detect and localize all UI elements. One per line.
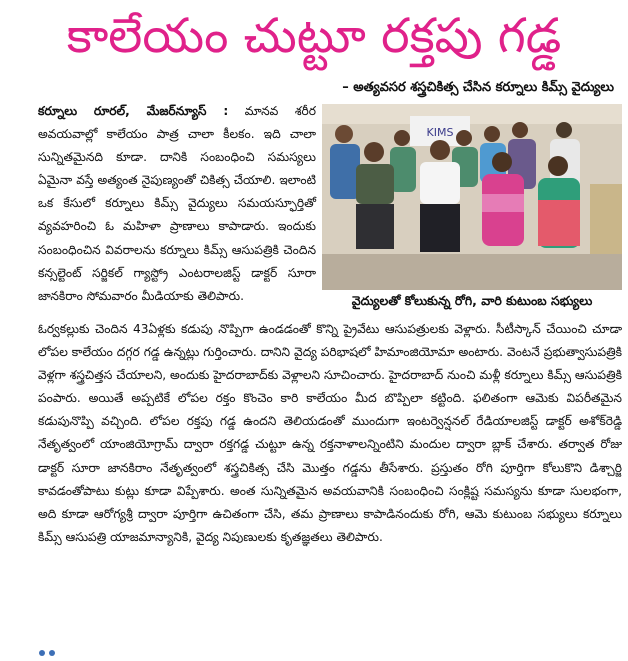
- group-photo: [322, 104, 622, 290]
- group-photo-illustration: [322, 104, 622, 290]
- kims-banner-text: KIMS: [426, 126, 454, 139]
- page-edge-marks: [38, 649, 68, 657]
- intro-text: మానవ శరీర అవయవాల్లో కాలేయం పాత్ర చాలా కీలకం. ఇది చాలా సున్నితమైనది కూడా. దానికి సంబంధించి సమస్యలు ఏమైనా వస్తే అత్యంత నైపుణ్యంతో చికిత్స చేయాలి. ఇలాంటి ఒక కేసులో కర్నూలు కిమ్స్ వైద్యులు సమయస్ఫూర్తితో వ్యవహరించి ఓ మహిళా ప్రాణాలు కాపాడారు. ఇందుకు సంబంధించిన వివరాలను కర్నూలు కిమ్స్ ఆసుపత్రికి చెందిన కన్సల్టెంట్ సర్జికల్ గ్యాస్ట్రో ఎంటరాలజిస్ట్ డాక్టర్ సూరా జానకిరాం సోమవారం మీడియాకు తెలిపారు.: [38, 104, 316, 303]
- article-body: [38, 318, 622, 549]
- body-text: ఓర్వకల్లుకు చెందిన 43ఏళ్లకు కడుపు నొప్పిగా ఉండడంతో కొన్ని ప్రైవేటు ఆసుపత్రులకు వెళ్లారు. సీటీస్కాన్ చేయించి చూడా లోపల కాలేయం దగ్గర గడ్డ ఉన్నట్లు గుర్తించారు. దానిని వైద్య పరిభాషలో హిమాంజియోమా అంటారు. వెంటనే ప్రభుత్వాసుపత్రికి వెళ్లగా శస్త్రచిత్తస చేయాలని, అందుకు హైదరాబాద్‌కు వెళ్లాలని సూచించారు. హైదరాబాద్ నుంచి మళ్లీ కర్నూలు కిమ్స్ ఆసుపత్రికి పంపారు. అయితే అప్పటికే లోపల రక్తం కొంచెం కారి కాలేయం మీద బొప్పిలా కట్టింది. ఫలితంగా ఆమెకు విపరీతమైన కడుపునొప్పి వచ్చింది. లోపల రక్తపు గడ్డ ఉందని తెలియడంతో ముందుగా ఇంటర్వెన్షనల్ రేడియాలజిస్ట్ డాక్టర్ అశోక్‌రెడ్డి నేతృత్వంలో యాంజియోగ్రామ్ ద్వారా రక్తగడ్డ చుట్టూ ఉన్న రక్తనాళాలన్నింటిని మందుల ద్వారా బ్లాక్ చేశారు. తర్వాత రోజు డాక్టర్ సూరా జానకిరాం నేతృత్వంలో శస్త్రచికిత్స చేసి మొత్తం గడ్డను తీసేశారు. ప్రస్తుతం రోగి పూర్తిగా కోలుకొని డిశ్చార్జి కావడంతోపాటు కుట్లు కూడా విప్పేశారు. అంత సున్నితమైన అవయవానికి సంబంధించి సంక్లిష్ట సమస్యను కూడా సులభంగా, అది కూడా ఆరోగ్యశ్రీ ద్వారా పూర్తిగా ఉచితంగా చేసి, తమ ప్రాణాలు కాపాడినందుకు రోగి, ఆమె కుటుంబ సభ్యులు కర్నూలు కిమ్స్ ఆసుపత్రి యాజమాన్యానికి, వైద్య నిపుణులకు కృతజ్ఞతలు తెలిపారు.: [38, 322, 622, 544]
- dateline: కర్నూలు రూరల్, మేజర్‌న్యూస్ :: [38, 104, 229, 118]
- article-intro: [38, 100, 316, 308]
- subheadline: – అత్యవసర శస్త్రచికిత్స చేసిన కర్నూలు కిమ్స్ వైద్యులు: [342, 80, 614, 95]
- photo-caption: వైద్యులతో కోలుకున్న రోగి, వారి కుటుంబ సభ్యులు: [351, 293, 593, 308]
- headline: కాలేయం చుట్టూ రక్తపు గడ్డ: [66, 8, 562, 64]
